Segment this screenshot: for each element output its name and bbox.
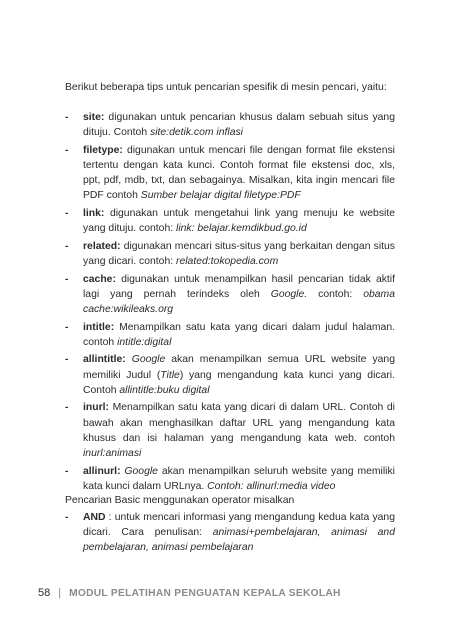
page-footer — [38, 586, 341, 601]
operator-example: site:detik.com inflasi — [150, 127, 243, 139]
bullet-dash: - — [65, 144, 69, 156]
operator-description: Menampilkan satu kata yang dicari dalam judul halaman. contoh — [83, 321, 395, 348]
operator-term: related: — [83, 240, 121, 252]
operator-example: Sumber belajar digital filetype:PDF — [140, 190, 301, 202]
list-item — [65, 272, 395, 318]
operator-description: digunakan mencari situs-situs yang berkaitan dengan situs yang dicari. contoh: — [83, 240, 395, 267]
operator-description: digunakan untuk pencarian khusus dalam sebuah situs yang dituju. Contoh — [83, 112, 395, 139]
basic-operators-list — [65, 510, 395, 558]
bullet-dash: - — [65, 208, 69, 219]
bullet-dash: - — [65, 402, 69, 414]
tips-intro: Berikut beberapa tips untuk pencarian spesifik di mesin pencari, yaitu: — [65, 82, 387, 93]
list-item — [65, 206, 395, 236]
operator-example: inurl:animasi — [83, 448, 142, 459]
operator-lead-italic: Google — [120, 465, 158, 477]
operator-example: Title — [160, 369, 180, 381]
operator-term: inurl: — [83, 402, 109, 414]
list-item — [65, 352, 395, 398]
operator-example: allintitle:buku digital — [119, 384, 210, 396]
operator-description-tail: contoh: — [307, 288, 364, 300]
operator-example: animasi+pembelajaran, animasi and pembelajaran, animasi pembelajaran — [83, 527, 395, 554]
operator-description: digunakan untuk mengetahui link yang menuju ke website yang dituju. contoh: — [83, 208, 395, 235]
operator-term: cache: — [83, 273, 116, 285]
list-item — [65, 239, 395, 269]
operator-description: : untuk mencari informasi yang mengandung kedua kata yang dicari. Cara penulisan: — [83, 512, 395, 539]
operator-description: digunakan untuk menampilkan hasil pencarian tidak aktif lagi yang pernah terindeks oleh — [83, 273, 395, 300]
list-item — [65, 510, 395, 556]
operator-example: Contoh: allinurl:media video — [207, 480, 336, 492]
operator-term: allinurl: — [83, 465, 121, 477]
operator-example: obama cache:wikileaks.org — [83, 288, 395, 315]
list-item — [65, 400, 395, 461]
operator-description-tail: ) yang mengandung kata kunci yang dicari. Contoh — [83, 369, 396, 396]
operator-description: digunakan untuk mencari file dengan format file ekstensi tertentu dengan kata kunci. Contoh format file ekstensi doc, xls, ppt, pdf, mdb, txt, dan sebagainya. Misalkan, kita ingin mencari file PDF contoh — [83, 144, 395, 202]
bullet-dash: - — [65, 273, 69, 285]
operator-description: akan menampilkan semua URL website yang memiliki Judul ( — [83, 354, 395, 381]
footer-separator: | — [58, 587, 62, 599]
operator-example: Google. — [270, 288, 308, 300]
operator-description: Menampilkan satu kata yang dicari di dalam URL. Contoh di bawah akan menghasilkan daftar URL yang mengandung kata khusus dan isi halaman yang mengandung kata web. contoh — [83, 402, 395, 444]
operator-description: akan menampilkan seluruh website yang memiliki kata kunci dalam URLnya. — [83, 465, 395, 492]
operator-term: filetype: — [83, 144, 123, 156]
search-tips-list — [65, 110, 395, 496]
bullet-dash: - — [65, 321, 69, 333]
operator-term: site: — [83, 112, 105, 123]
operator-example: related:tokopedia.com — [176, 256, 279, 267]
bullet-dash: - — [65, 354, 69, 366]
book-title: MODUL PELATIHAN PENGUATAN KEPALA SEKOLAH — [69, 588, 341, 599]
operator-example: link: belajar.kemdikbud.go.id — [176, 223, 307, 235]
operator-term: link: — [83, 208, 105, 219]
bullet-dash: - — [65, 112, 69, 123]
basic-search-intro: Pencarian Basic menggunakan operator misalkan — [65, 495, 295, 506]
list-item — [65, 110, 395, 140]
list-item — [65, 143, 395, 204]
page-number: 58 — [38, 587, 51, 599]
list-item — [65, 464, 395, 494]
operator-term: allintitle: — [83, 354, 126, 366]
operator-term: AND — [83, 512, 106, 523]
bullet-dash: - — [65, 512, 69, 523]
bullet-dash: - — [65, 240, 69, 252]
operator-example: intitle:digital — [117, 336, 172, 348]
operator-lead-italic: Google — [125, 354, 166, 366]
bullet-dash: - — [65, 465, 69, 477]
operator-term: intitle: — [83, 321, 115, 333]
list-item — [65, 320, 395, 350]
